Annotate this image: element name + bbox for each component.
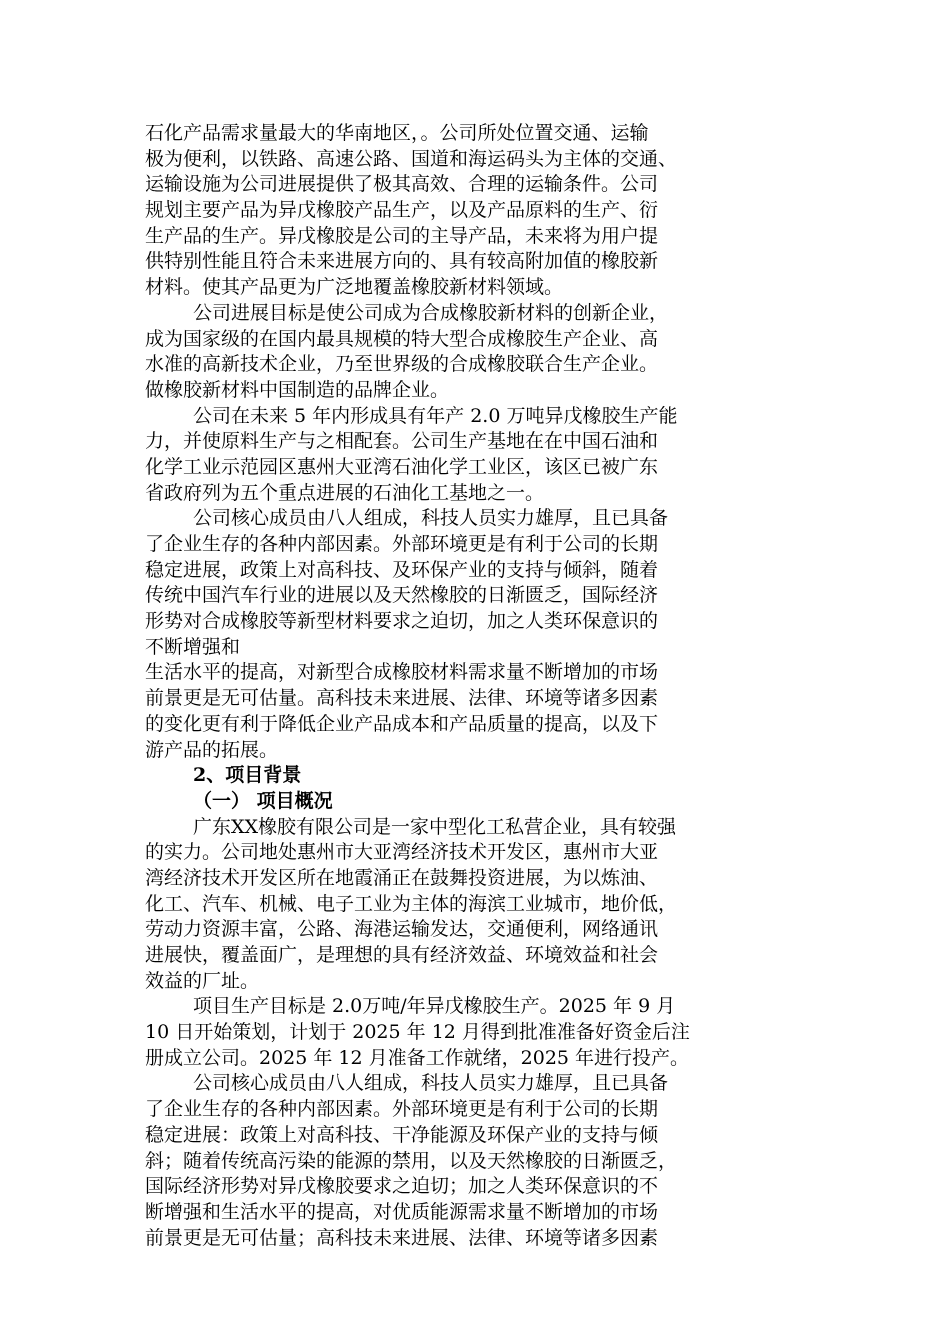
text-line: 断增强和生活水平的提高，对优质能源需求量不断增加的市场 — [145, 1200, 659, 1223]
text-line: 湾经济技术开发区所在地霞涌正在鼓舞投资进展，为以炼油、 — [145, 866, 659, 889]
text-line: 公司进展目标是使公司成为合成橡胶新材料的创新企业， — [193, 301, 669, 324]
text-line: 公司核心成员由八人组成，科技人员实力雄厚，且已具备 — [193, 1072, 669, 1095]
text-line: 10 日开始策划，计划于 2025 年 12 月得到批准准备好资金后注 — [145, 1021, 690, 1044]
text-line: 形势对合成橡胶等新型材料要求之迫切，加之人类环保意识的 — [145, 610, 659, 633]
text-line: 生产品的生产。异戊橡胶是公司的主导产品，未来将为用户提 — [145, 224, 659, 247]
text-line: 极为便利，以铁路、高速公路、国道和海运码头为主体的交通、 — [145, 147, 678, 170]
text-line: 规划主要产品为异戊橡胶产品生产，以及产品原料的生产、衍 — [145, 199, 659, 222]
text-line: 做橡胶新材料中国制造的品牌企业。 — [145, 378, 450, 401]
text-line: 不断增强和 — [145, 635, 241, 658]
text-line: 省政府列为五个重点进展的石油化工基地之一。 — [145, 481, 545, 504]
text-line: 了企业生存的各种内部因素。外部环境更是有利于公司的长期 — [145, 1098, 659, 1121]
text-line: 前景更是无可估量。高科技未来进展、法律、环境等诸多因素 — [145, 687, 659, 710]
text-line: 效益的厂址。 — [145, 969, 260, 992]
text-line: 成为国家级的在国内最具规模的特大型合成橡胶生产企业、高 — [145, 327, 659, 350]
section-heading: 2、项目背景 — [193, 764, 302, 787]
text-line: 劳动力资源丰富，公路、海港运输发达，交通便利，网络通讯 — [145, 918, 659, 941]
text-line: 项目生产目标是 2.0万吨/年异戊橡胶生产。2025 年 9 月 — [193, 995, 676, 1018]
text-line: 生活水平的提高，对新型合成橡胶材料需求量不断增加的市场 — [145, 661, 659, 684]
text-line: 化学工业示范园区惠州大亚湾石油化学工业区，该区已被广东 — [145, 455, 659, 478]
text-line: 游产品的拓展。 — [145, 738, 279, 761]
text-line: 供特别性能且符合未来进展方向的、具有较高附加值的橡胶新 — [145, 250, 659, 273]
text-line: 国际经济形势对异戊橡胶要求之迫切；加之人类环保意识的不 — [145, 1175, 659, 1198]
document-page — [145, 121, 817, 1251]
text-line: 材料。使其产品更为广泛地覆盖橡胶新材料领域。 — [145, 276, 564, 299]
text-line: 传统中国汽车行业的进展以及天然橡胶的日渐匮乏，国际经济 — [145, 584, 659, 607]
text-line: 运输设施为公司进展提供了极其高效、合理的运输条件。公司 — [145, 173, 659, 196]
text-line: 的实力。公司地处惠州市大亚湾经济技术开发区，惠州市大亚 — [145, 841, 659, 864]
text-line: 稳定进展，政策上对高科技、及环保产业的支持与倾斜，随着 — [145, 558, 659, 581]
text-line: 进展快，覆盖面广，是理想的具有经济效益、环境效益和社会 — [145, 944, 659, 966]
text-line: 册成立公司。2025 年 12 月准备工作就绪，2025 年进行投产。 — [145, 1046, 690, 1069]
text-line: 石化产品需求量最大的华南地区，。公司所处位置交通、运输 — [145, 122, 649, 144]
text-line: 力，并使原料生产与之相配套。公司生产基地在在中国石油和 — [145, 430, 659, 453]
text-line: 斜；随着传统高污染的能源的禁用，以及天然橡胶的日渐匮乏， — [145, 1149, 678, 1172]
text-line: 了企业生存的各种内部因素。外部环境更是有利于公司的长期 — [145, 533, 659, 555]
text-line: 前景更是无可估量；高科技未来进展、法律、环境等诸多因素 — [145, 1226, 659, 1249]
text-line: 水准的高新技术企业，乃至世界级的合成橡胶联合生产企业。 — [145, 353, 659, 376]
text-line: 稳定进展：政策上对高科技、干净能源及环保产业的支持与倾 — [145, 1123, 659, 1146]
text-line: 的变化更有利于降低企业产品成本和产品质量的提高，以及下 — [145, 712, 659, 735]
text-line: 广东XX橡胶有限公司是一家中型化工私营企业，具有较强 — [193, 815, 677, 838]
text-line: 公司在未来 5 年内形成具有年产 2.0 万吨异戊橡胶生产能 — [193, 404, 678, 427]
subsection-heading: （一） 项目概况 — [193, 789, 333, 812]
text-line: 公司核心成员由八人组成，科技人员实力雄厚，且已具备 — [193, 507, 669, 530]
text-line: 化工、汽车、机械、电子工业为主体的海滨工业城市，地价低， — [145, 892, 678, 915]
